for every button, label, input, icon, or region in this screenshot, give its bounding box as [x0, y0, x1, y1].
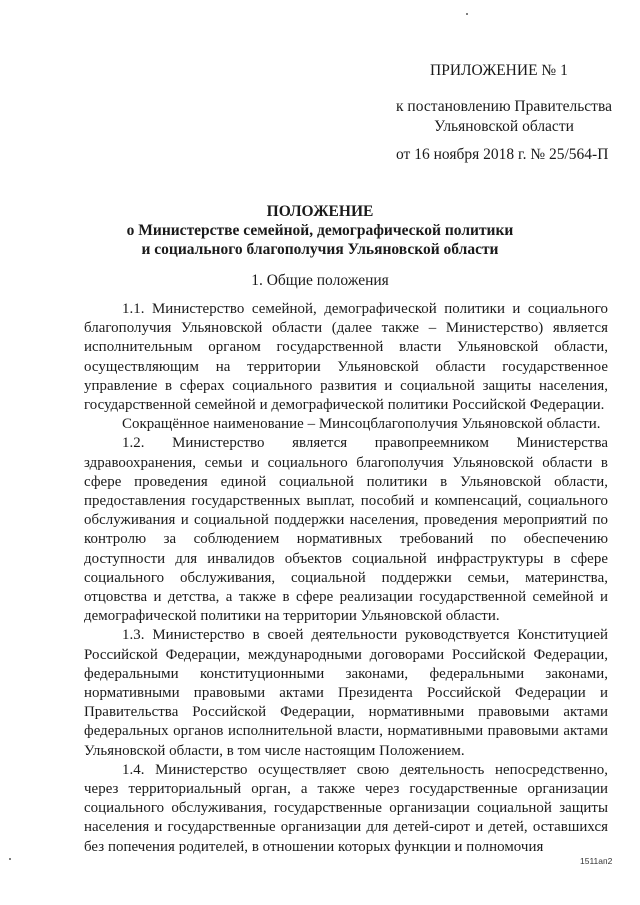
- scan-speck: [466, 13, 468, 15]
- appendix-title: ПРИЛОЖЕНИЕ № 1: [430, 62, 568, 79]
- paragraph-1-4: 1.4. Министерство осуществляет свою деятельность непосредственно, через территориальный орган, а также через государственные организации социального обслуживания, государственные организации социальной защиты населения и государственные организации для детей-сирот и детей, оставшихся без попечения родителей, в отношении которых функции и полномочия: [84, 761, 608, 855]
- document-title: [0, 202, 640, 259]
- title-line-2: о Министерстве семейной, демографической политики: [126, 222, 514, 239]
- resolution-reference: к постановлению Правительства Ульяновской области: [396, 98, 612, 135]
- page-code: 1511ап2: [580, 856, 613, 866]
- paragraph-1-1: 1.1. Министерство семейной, демографической политики и социального благополучия Ульяновской области (далее также – Министерство) является исполнительным органом государственной власти Ульяновской области, осуществляющим на территории Ульяновской области государственное управление в сферах социального развития и социальной защиты населения, государственной семейной и демографической политики Российской Федерации.: [84, 301, 608, 414]
- document-body: [84, 300, 608, 857]
- resolution-date: от 16 ноября 2018 г. № 25/564-П: [396, 146, 609, 163]
- paragraph-1-3: 1.3. Министерство в своей деятельности руководствуется Конституцией Российской Федерации, международными договорами Российской Федерации, федеральными конституционными законами, федеральными законами, нормативными правовыми актами Президента Российской Федерации и Правительства Российской Федерации, нормативными правовыми актами федеральных органов исполнительной власти, нормативными правовыми актами Ульяновской области, в том числе настоящим Положением.: [84, 627, 608, 759]
- title-line-1: ПОЛОЖЕНИЕ: [266, 203, 374, 220]
- paragraph-short-name: Сокращённое наименование – Минсоцблагополучия Ульяновской области.: [122, 416, 601, 433]
- section-heading: 1. Общие положения: [251, 272, 389, 289]
- title-line-3: и социального благополучия Ульяновской области: [141, 241, 499, 258]
- paragraph-1-2: 1.2. Министерство является правопреемником Министерства здравоохранения, семьи и социального благополучия Ульяновской области в сфере проведения единой социальной политики в Ульяновской области, предоставления государственных выплат, пособий и компенсаций, социального обслуживания и социальной поддержки населения, проведения мероприятий по контролю за соблюдением нормативных требований по обеспечению доступности для инвалидов объектов социальной инфраструктуры в сфере социального обслуживания, социальной поддержки семьи, материнства, отцовства и детства, а также в сфере реализации государственной семейной и демографической политики на территории Ульяновской области.: [84, 435, 608, 625]
- scan-speck: [9, 858, 11, 860]
